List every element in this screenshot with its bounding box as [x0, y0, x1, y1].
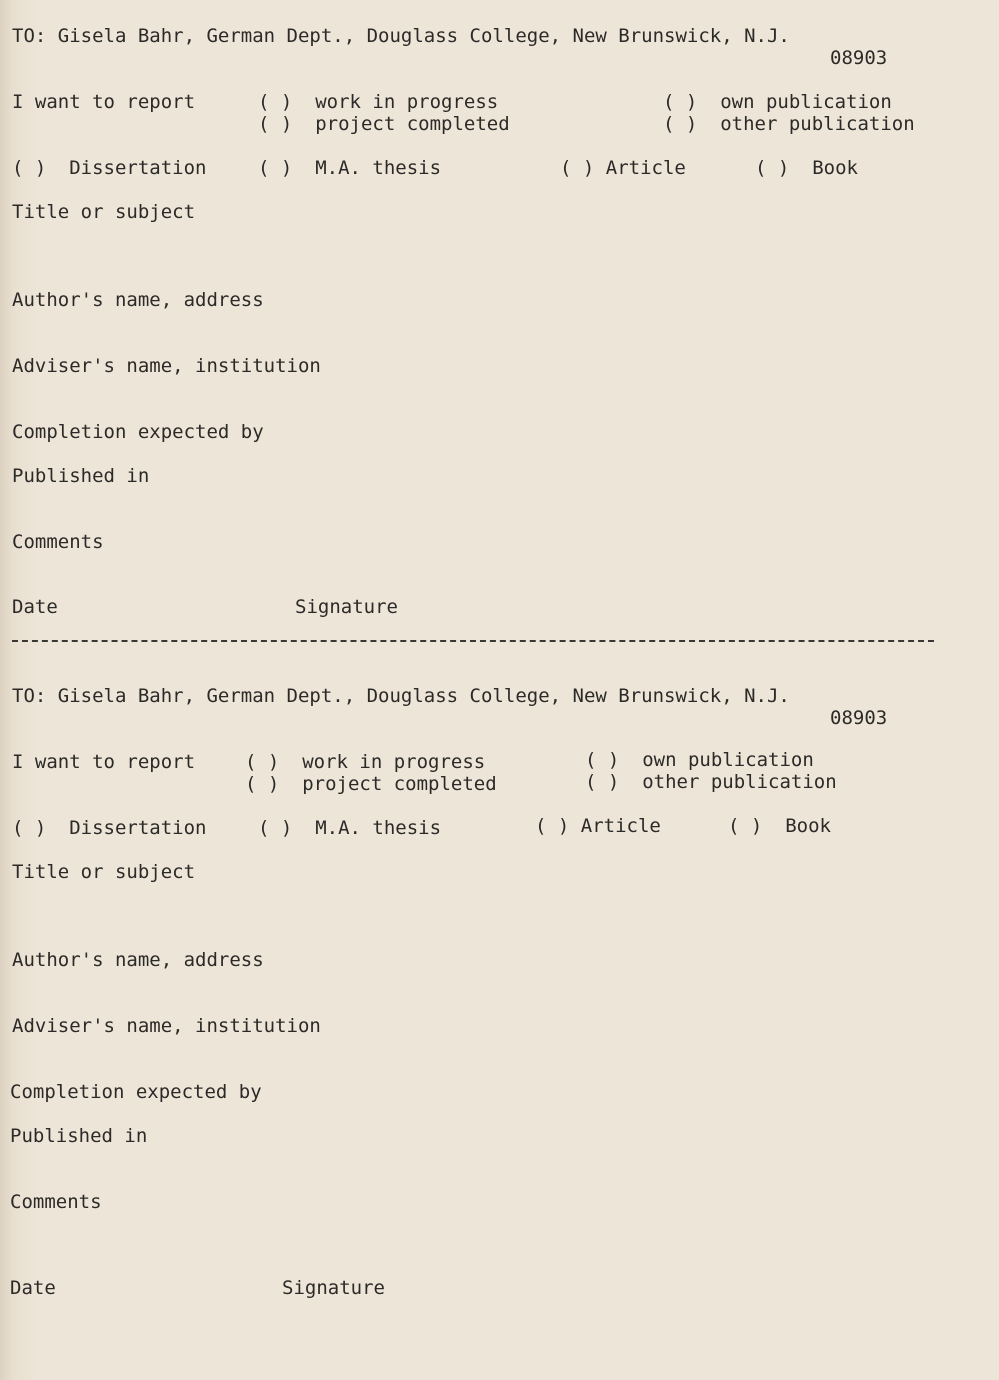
option-project-completed[interactable]: ( ) project completed — [258, 113, 510, 135]
field-published: Published in — [10, 1125, 148, 1147]
field-adviser: Adviser's name, institution — [12, 1015, 321, 1037]
type-article[interactable]: ( ) Article — [535, 815, 661, 837]
type-ma-thesis[interactable]: ( ) M.A. thesis — [258, 157, 442, 179]
field-title: Title or subject — [12, 201, 196, 223]
field-date: Date — [10, 1277, 56, 1299]
report-label: I want to report — [12, 91, 196, 113]
field-completion: Completion expected by — [12, 421, 264, 443]
option-other-publication[interactable]: ( ) other publication — [585, 771, 837, 793]
option-work-in-progress[interactable]: ( ) work in progress — [258, 91, 499, 113]
field-comments: Comments — [12, 531, 104, 553]
field-title: Title or subject — [12, 861, 196, 883]
option-own-publication[interactable]: ( ) own publication — [663, 91, 892, 113]
type-book[interactable]: ( ) Book — [728, 815, 831, 837]
field-adviser: Adviser's name, institution — [12, 355, 321, 377]
field-signature: Signature — [295, 596, 398, 618]
field-date: Date — [12, 596, 58, 618]
cut-line-divider — [12, 640, 934, 642]
field-signature: Signature — [282, 1277, 385, 1299]
type-dissertation[interactable]: ( ) Dissertation — [12, 817, 207, 839]
zip-code: 08903 — [830, 707, 888, 729]
option-work-in-progress[interactable]: ( ) work in progress — [245, 751, 486, 773]
report-label: I want to report — [12, 751, 196, 773]
option-own-publication[interactable]: ( ) own publication — [585, 749, 814, 771]
type-article[interactable]: ( ) Article — [560, 157, 686, 179]
zip-code: 08903 — [830, 47, 888, 69]
type-ma-thesis[interactable]: ( ) M.A. thesis — [258, 817, 442, 839]
field-comments: Comments — [10, 1191, 102, 1213]
option-project-completed[interactable]: ( ) project completed — [245, 773, 497, 795]
type-book[interactable]: ( ) Book — [755, 157, 858, 179]
type-dissertation[interactable]: ( ) Dissertation — [12, 157, 207, 179]
option-other-publication[interactable]: ( ) other publication — [663, 113, 915, 135]
field-author: Author's name, address — [12, 949, 264, 971]
to-line: TO: Gisela Bahr, German Dept., Douglass College, New Brunswick, N.J. — [12, 685, 790, 707]
field-completion: Completion expected by — [10, 1081, 262, 1103]
to-line: TO: Gisela Bahr, German Dept., Douglass College, New Brunswick, N.J. — [12, 25, 790, 47]
field-published: Published in — [12, 465, 150, 487]
field-author: Author's name, address — [12, 289, 264, 311]
